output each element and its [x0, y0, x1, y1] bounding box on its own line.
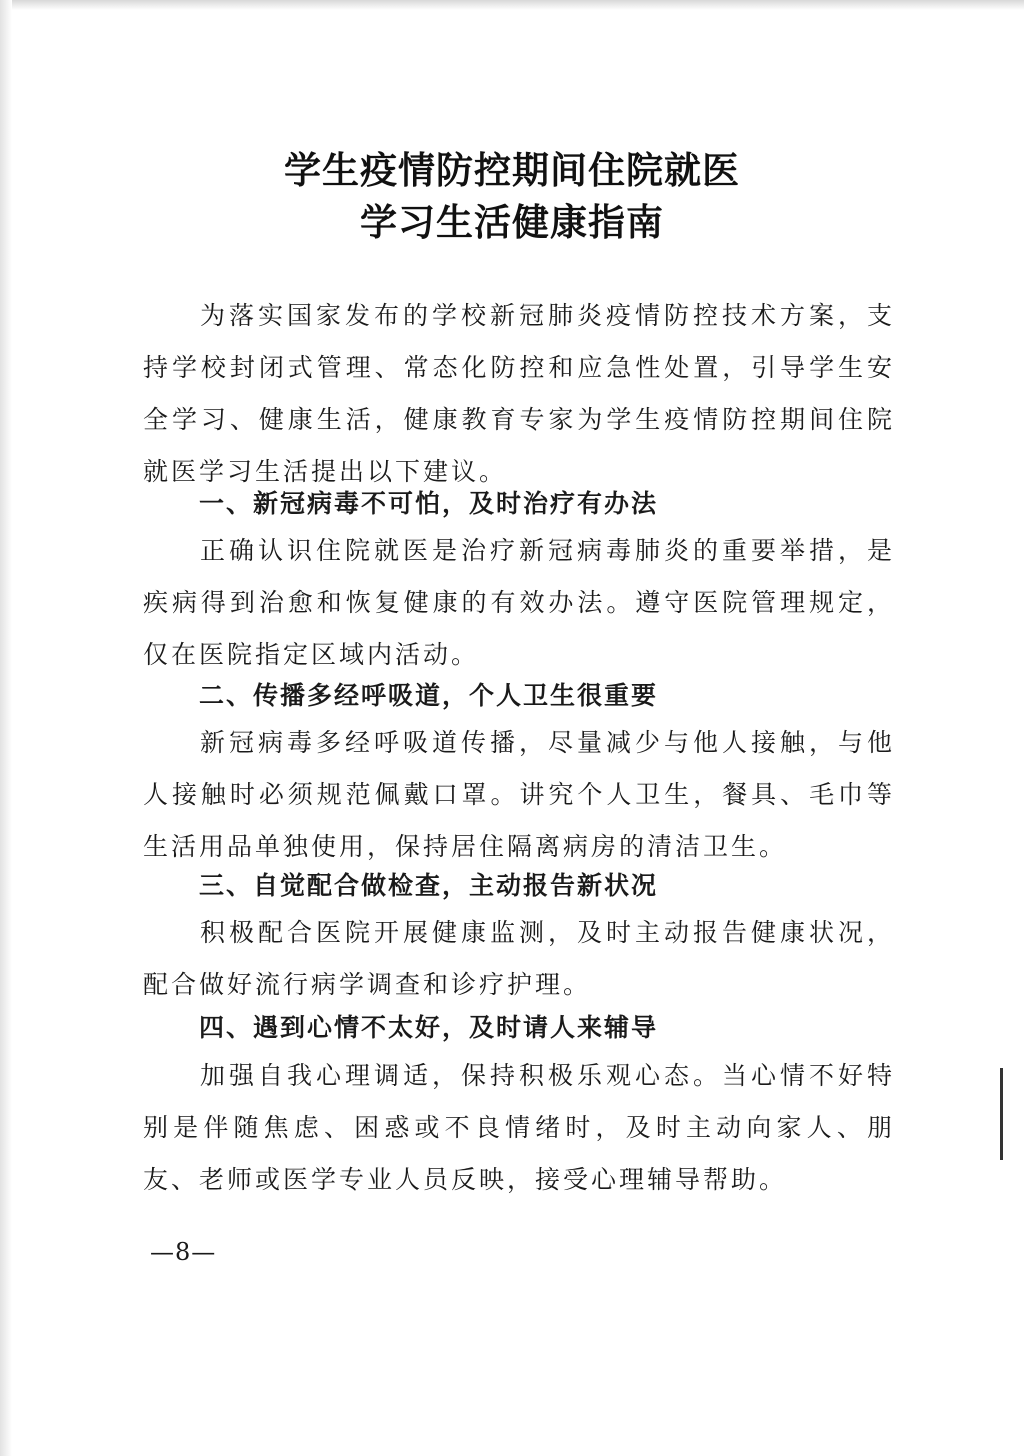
- section-body-3: [143, 907, 895, 1011]
- section-body-2-text: 新冠病毒多经呼吸道传播，尽量减少与他人接触，与他人接触时必须规范佩戴口罩。讲究个人卫生，餐具、毛巾等生活用品单独使用，保持居住隔离病房的清洁卫生。: [143, 728, 895, 861]
- document-title-line-1: 学生疫情防控期间住院就医: [284, 149, 740, 192]
- page-number: —8—: [150, 1238, 217, 1266]
- section-body-3-text: 积极配合医院开展健康监测，及时主动报告健康状况，配合做好流行病学调查和诊疗护理。: [143, 918, 895, 999]
- section-body-2: [143, 717, 895, 873]
- scan-edge-mark: [1000, 1068, 1003, 1160]
- intro-paragraph: [143, 290, 895, 498]
- document-title-line-2: 学习生活健康指南: [360, 201, 664, 244]
- scan-top-edge: [0, 0, 1024, 10]
- section-body-1: [143, 525, 895, 681]
- section-heading-1: 一、新冠病毒不可怕，及时治疗有办法: [199, 489, 659, 518]
- section-body-4-text: 加强自我心理调适，保持积极乐观心态。当心情不好特别是伴随焦虑、困惑或不良情绪时，及时主动向家人、朋友、老师或医学专业人员反映，接受心理辅导帮助。: [143, 1061, 895, 1194]
- section-heading-4: 四、遇到心情不太好，及时请人来辅导: [199, 1013, 659, 1042]
- section-heading-2: 二、传播多经呼吸道，个人卫生很重要: [199, 681, 659, 710]
- intro-text: 为落实国家发布的学校新冠肺炎疫情防控技术方案，支持学校封闭式管理、常态化防控和应急性处置，引导学生安全学习、健康生活，健康教育专家为学生疫情防控期间住院就医学习生活提出以下建议。: [143, 301, 895, 486]
- section-body-4: [143, 1050, 895, 1206]
- section-body-1-text: 正确认识住院就医是治疗新冠病毒肺炎的重要举措，是疾病得到治愈和恢复健康的有效办法。遵守医院管理规定，仅在医院指定区域内活动。: [143, 536, 895, 669]
- section-heading-3: 三、自觉配合做检查，主动报告新状况: [199, 871, 659, 900]
